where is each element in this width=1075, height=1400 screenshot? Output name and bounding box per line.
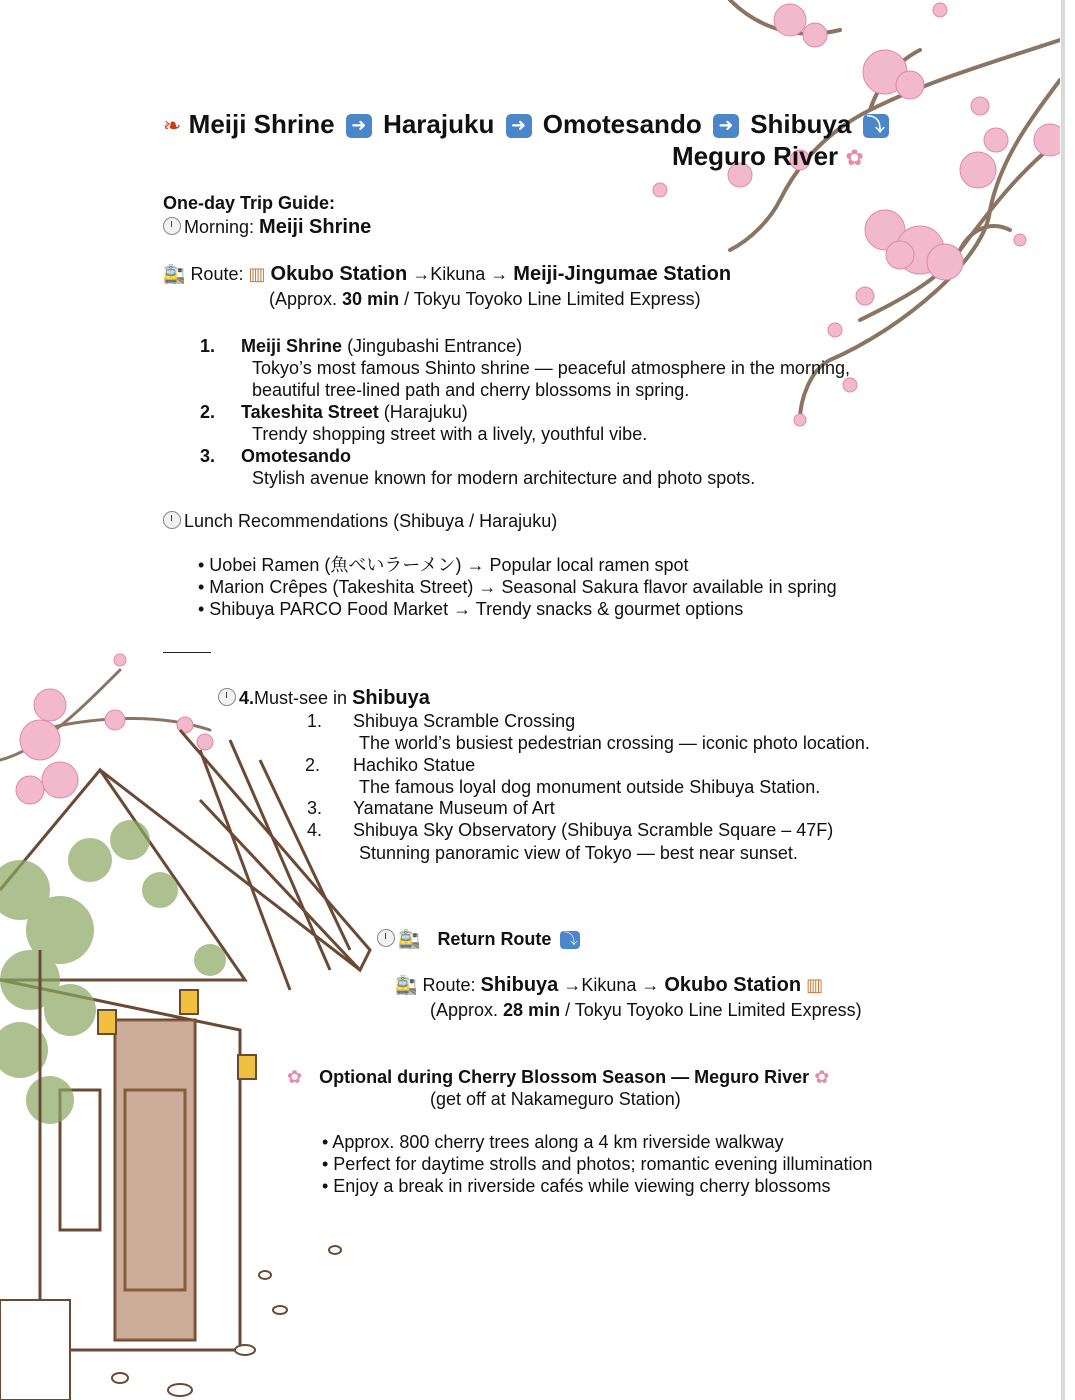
cherry-blossom-icon: ✿ xyxy=(814,1067,830,1088)
spot-sub: (Harajuku) xyxy=(383,402,468,422)
lunch-heading: Lunch Recommendations (Shibuya / Harajuku) xyxy=(163,510,557,532)
route-line: 🚉 Route: ▥ Okubo Station →Kikuna → Meiji-Jingumae Station xyxy=(163,263,732,285)
morning-label: Morning: xyxy=(184,217,255,237)
list-item: 2. Takeshita Street (Harajuku) xyxy=(200,402,468,422)
optional-heading: ✿ Optional during Cherry Blossom Season — Meguro River ✿ xyxy=(287,1067,830,1088)
title-stop-2: Harajuku xyxy=(383,109,495,139)
list-item: 4. Shibuya Sky Observatory (Shibuya Scramble Square – 47F) xyxy=(307,820,834,840)
return-approx-line: (Approx. 28 min / Tokyu Toyoko Line Limited Express) xyxy=(430,1000,862,1020)
spot-sub: (Jingubashi Entrance) xyxy=(347,336,523,356)
return-route-line: 🚉 Route: Shibuya →Kikuna → Okubo Station ▥ xyxy=(395,974,824,996)
mustsee-name: Hachiko Statue xyxy=(353,755,476,775)
spot-desc: Trendy shopping street with a lively, youthful vibe. xyxy=(252,424,648,444)
title-stop-4: Shibuya xyxy=(750,109,852,139)
mustsee-heading: 4.Must-see in Shibuya xyxy=(218,687,430,709)
maple-leaf-icon: ❧ xyxy=(163,114,182,139)
spot-desc: Tokyo’s most famous Shinto shrine — peaceful atmosphere in the morning, xyxy=(252,358,850,378)
list-item: 3. Yamatane Museum of Art xyxy=(307,798,555,818)
return-route-start: Shibuya xyxy=(480,974,559,996)
spot-name: Takeshita Street xyxy=(241,402,379,422)
route-start: Okubo Station xyxy=(270,263,408,285)
lunch-item: • Marion Crêpes (Takeshita Street) → Seasonal Sakura flavor available in spring xyxy=(198,577,837,597)
right-arrow-icon: ➜ xyxy=(506,114,532,138)
mustsee-name: Yamatane Museum of Art xyxy=(353,798,555,818)
right-arrow-icon: ➜ xyxy=(713,114,739,138)
spot-desc: beautiful tree-lined path and cherry blossoms in spring. xyxy=(252,380,690,400)
train-icon: 🚉 xyxy=(398,929,421,950)
mustsee-name: Shibuya Scramble Crossing xyxy=(353,711,576,731)
building-icon: ▥ xyxy=(248,264,266,285)
return-heading: 🚉 Return Route ⤵ xyxy=(377,928,584,951)
route-time: 30 min xyxy=(342,289,400,309)
clock-icon xyxy=(218,688,236,706)
route-label: Route: xyxy=(190,264,244,284)
page-title-line2 xyxy=(672,140,864,175)
lunch-item: • Uobei Ramen (魚べいラーメン) → Popular local ramen spot xyxy=(198,555,689,575)
page-edge xyxy=(1061,0,1065,1400)
mustsee-desc: The famous loyal dog monument outside Shibuya Station. xyxy=(359,777,821,797)
title-stop-1: Meiji Shrine xyxy=(188,109,335,139)
spot-name: Meiji Shrine xyxy=(241,336,343,356)
route-approx-line xyxy=(269,288,701,310)
list-item: 1. Shibuya Scramble Crossing xyxy=(307,711,576,731)
list-item: 2. Hachiko Statue xyxy=(305,755,476,775)
return-route-end: Okubo Station xyxy=(664,974,802,996)
clock-icon xyxy=(163,217,181,235)
list-item: 3. Omotesando xyxy=(200,446,352,466)
route-line-name: / Tokyu Toyoko Line Limited Express) xyxy=(404,289,701,309)
optional-sub: (get off at Nakameguro Station) xyxy=(430,1089,681,1109)
train-icon: 🚉 xyxy=(163,264,186,285)
section-divider xyxy=(163,652,211,653)
morning-place: Meiji Shrine xyxy=(259,216,372,238)
mustsee-desc: The world’s busiest pedestrian crossing — iconic photo location. xyxy=(359,733,870,753)
list-item: 1. Meiji Shrine (Jingubashi Entrance) xyxy=(200,336,523,356)
route-approx: (Approx. xyxy=(269,289,338,309)
train-icon: 🚉 xyxy=(395,975,418,996)
route-end: Meiji-Jingumae Station xyxy=(513,263,732,285)
building-icon: ▥ xyxy=(806,975,824,996)
morning-line xyxy=(163,216,371,238)
lunch-item: • Shibuya PARCO Food Market → Trendy snacks & gourmet options xyxy=(198,599,744,619)
clock-icon xyxy=(163,511,181,529)
page-title xyxy=(163,108,893,143)
guide-heading: One-day Trip Guide: xyxy=(163,193,336,213)
spot-desc: Stylish avenue known for modern architecture and photo spots. xyxy=(252,468,756,488)
mustsee-name: Shibuya Sky Observatory (Shibuya Scramble Square – 47F) xyxy=(353,820,834,840)
down-arrow-icon: ⤵ xyxy=(560,931,580,949)
route-mid: Kikuna xyxy=(430,264,486,284)
title-stop-3: Omotesando xyxy=(542,109,702,139)
spot-name: Omotesando xyxy=(241,446,352,466)
optional-item: • Enjoy a break in riverside cafés while viewing cherry blossoms xyxy=(322,1176,831,1196)
cherry-blossom-icon: ✿ xyxy=(845,146,864,171)
down-arrow-icon: ⤵ xyxy=(863,114,889,138)
clock-icon xyxy=(377,929,395,947)
optional-item: • Perfect for daytime strolls and photos; romantic evening illumination xyxy=(322,1154,873,1174)
title-stop-5: Meguro River xyxy=(672,141,839,171)
cherry-blossom-icon: ✿ xyxy=(287,1067,303,1088)
right-arrow-icon: ➜ xyxy=(346,114,372,138)
mustsee-desc: Stunning panoramic view of Tokyo — best near sunset. xyxy=(359,843,798,863)
optional-item: • Approx. 800 cherry trees along a 4 km riverside walkway xyxy=(322,1132,784,1152)
